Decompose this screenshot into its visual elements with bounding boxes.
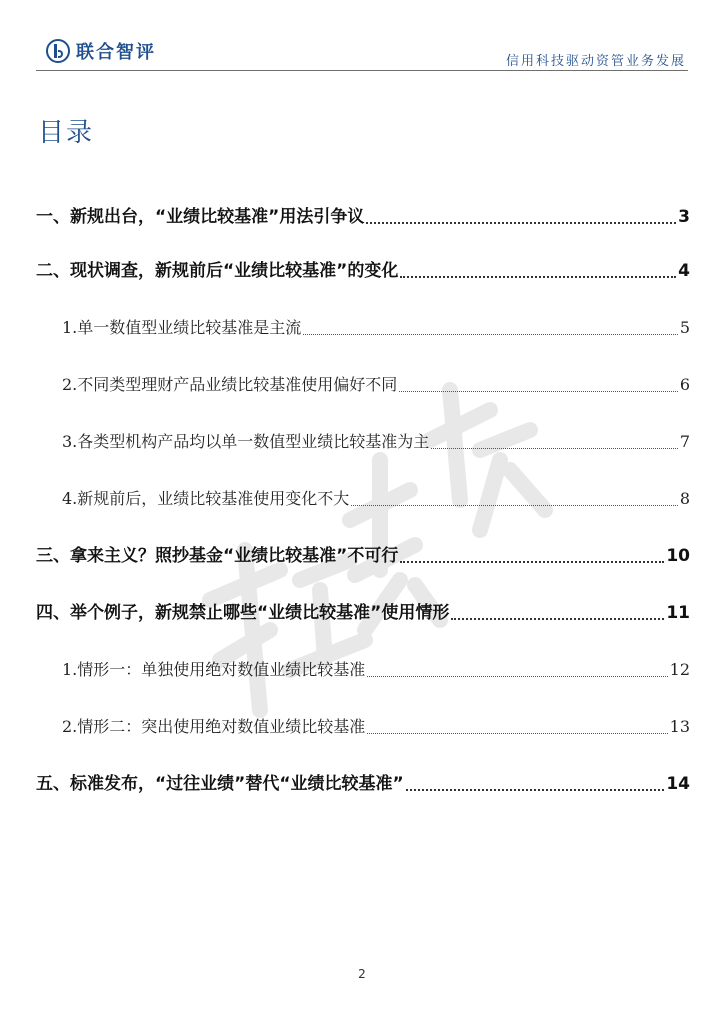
toc-entry-label: 三、拿来主义？照抄基金“业绩比较基准”不可行 xyxy=(36,546,399,566)
toc-dot-leader xyxy=(351,505,678,506)
toc-entry-page: 6 xyxy=(679,375,690,394)
toc-entry-label: 1.情形一：单独使用绝对数值业绩比较基准 xyxy=(62,660,366,679)
toc-entry-page: 13 xyxy=(669,717,690,736)
toc-entry-page: 14 xyxy=(666,774,690,794)
toc-entry[interactable] xyxy=(62,428,690,456)
toc-entry-label: 2.不同类型理财产品业绩比较基准使用偏好不同 xyxy=(62,375,398,394)
toc-entry[interactable] xyxy=(36,542,690,570)
toc-entry-page: 11 xyxy=(666,603,690,623)
toc-entry-page: 10 xyxy=(666,546,690,566)
toc-entry-label: 2.情形二：突出使用绝对数值业绩比较基准 xyxy=(62,717,366,736)
toc-dot-leader xyxy=(431,448,678,449)
toc-entry-page: 12 xyxy=(669,660,690,679)
brand-logo-icon xyxy=(46,39,70,63)
toc-entry-label: 4.新规前后，业绩比较基准使用变化不大 xyxy=(62,489,350,508)
toc-dot-leader xyxy=(399,391,678,392)
toc-entry-label: 3.各类型机构产品均以单一数值型业绩比较基准为主 xyxy=(62,432,430,451)
toc-entry[interactable] xyxy=(36,257,690,285)
header-tagline: 信用科技驱动资管业务发展 xyxy=(505,54,686,69)
toc-dot-leader xyxy=(367,676,667,677)
toc-entry-page: 4 xyxy=(678,261,690,281)
toc-entry[interactable] xyxy=(62,656,690,684)
toc-entry[interactable] xyxy=(36,770,690,798)
toc-entry[interactable] xyxy=(62,371,690,399)
toc-dot-leader xyxy=(400,276,676,278)
toc-entry-label: 二、现状调查，新规前后“业绩比较基准”的变化 xyxy=(36,261,399,281)
toc-dot-leader xyxy=(406,789,665,791)
toc-entry-label: 四、举个例子，新规禁止哪些“业绩比较基准”使用情形 xyxy=(36,603,450,623)
toc-entry-label: 1.单一数值型业绩比较基准是主流 xyxy=(62,318,302,337)
toc-dot-leader xyxy=(367,733,667,734)
toc-dot-leader xyxy=(451,618,664,620)
brand-logo xyxy=(46,38,156,64)
toc-entry-page: 5 xyxy=(679,318,690,337)
page-title: 目录 xyxy=(38,118,95,148)
toc-entry[interactable] xyxy=(62,314,690,342)
toc-entry-page: 3 xyxy=(678,207,690,227)
toc-entry[interactable] xyxy=(36,599,690,627)
page-number: 2 xyxy=(358,967,366,981)
toc-entry-label: 一、新规出台，“业绩比较基准”用法引争议 xyxy=(36,207,365,227)
toc-dot-leader xyxy=(366,222,676,224)
header-divider xyxy=(36,70,688,71)
toc-entry[interactable] xyxy=(36,203,690,231)
brand-name: 联合智评 xyxy=(76,42,156,63)
toc-entry[interactable] xyxy=(62,713,690,741)
toc-dot-leader xyxy=(400,561,664,563)
toc-entry-page: 7 xyxy=(679,432,690,451)
toc-entry[interactable] xyxy=(62,485,690,513)
toc-dot-leader xyxy=(303,334,678,335)
toc-entry-label: 五、标准发布，“过往业绩”替代“业绩比较基准” xyxy=(36,774,404,794)
page-header xyxy=(0,0,724,80)
toc-entry-page: 8 xyxy=(679,489,690,508)
